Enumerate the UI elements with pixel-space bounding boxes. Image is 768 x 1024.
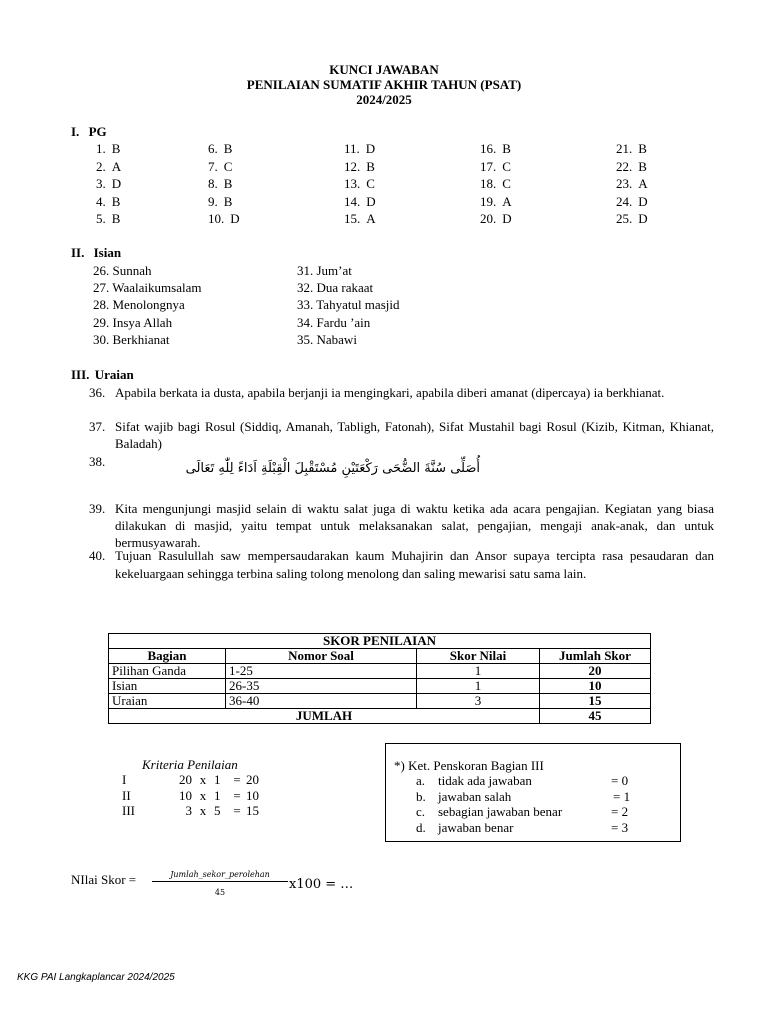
pg-answer-item (208, 193, 240, 211)
uraian-number: 37. (89, 419, 106, 434)
pg-number: 23. (616, 176, 633, 191)
ket-item (416, 773, 630, 789)
cell-skor: 1 (417, 664, 540, 679)
table-total-row (109, 709, 651, 724)
isian-item: 31. Jum’at (297, 263, 352, 278)
isian-item: 27. Waalaikumsalam (93, 280, 202, 296)
kriteria-result: 20 (246, 772, 259, 787)
cell-skor: 3 (417, 694, 540, 709)
pg-answer: B (111, 211, 121, 226)
pg-answer-item (208, 210, 240, 228)
pg-column (344, 140, 376, 228)
pg-number: 4. (96, 193, 106, 209)
uraian-item-37 (89, 418, 714, 452)
isian-right-column (297, 262, 399, 348)
isian-item: 34. Fardu ’ain (297, 314, 371, 330)
pg-number: 14. (344, 193, 361, 209)
ket-list (416, 773, 630, 835)
pg-number: 16. (480, 141, 497, 156)
cell-jumlah: 15 (540, 694, 651, 709)
cell-bagian: Isian (109, 679, 226, 694)
kriteria-a: 20 (179, 772, 192, 787)
column-header: Nomor Soal (226, 649, 417, 664)
pg-answer: B (366, 158, 375, 174)
pg-answer-item (344, 140, 376, 158)
cell-jumlah: 20 (540, 664, 651, 679)
pg-number: 21. (616, 141, 633, 156)
ket-score: = 0 (611, 773, 629, 788)
pg-column (208, 140, 240, 228)
kriteria-a: 10 (179, 787, 192, 803)
cell-jumlah: 10 (540, 679, 651, 694)
table-title: SKOR PENILAIAN (109, 634, 651, 649)
kriteria-result: 10 (246, 787, 259, 803)
ket-title: *) Ket. Penskoran Bagian III (394, 758, 544, 773)
cell-skor: 1 (417, 679, 540, 694)
uraian-number: 36. (89, 385, 106, 400)
pg-answer: D (230, 211, 240, 226)
isian-item: 28. Menolongnya (93, 297, 185, 313)
kriteria-x: x (199, 772, 207, 787)
kriteria-x: x (199, 787, 207, 803)
uraian-item-40 (89, 547, 714, 583)
column-header: Jumlah Skor (540, 649, 651, 664)
ket-score: = 3 (611, 819, 629, 835)
pg-answer: B (638, 158, 647, 174)
pg-column (96, 140, 121, 228)
pg-answer: B (111, 193, 121, 209)
uraian-item-39 (89, 500, 714, 551)
pg-answer-item (480, 193, 512, 211)
table-row (109, 679, 651, 694)
nilai-suffix: x100 = … (289, 877, 354, 892)
pg-answer: D (365, 141, 376, 156)
kriteria-eq: = (233, 787, 241, 803)
pg-answer-item (616, 140, 648, 158)
kriteria-bagian: I (122, 772, 127, 787)
pg-number: 10. (208, 211, 225, 226)
pg-answer-item (616, 158, 648, 176)
pg-number: 22. (616, 158, 633, 174)
pg-number: 5. (96, 211, 106, 226)
pg-number: 9. (208, 193, 218, 209)
pg-answer-item (96, 140, 121, 158)
isian-item: 35. Nabawi (297, 331, 357, 347)
kriteria-b: 1 (214, 772, 221, 787)
pg-number: 6. (208, 141, 218, 156)
pg-number: 15. (344, 211, 361, 226)
ket-item (416, 804, 630, 820)
table-row (109, 664, 651, 679)
table-row (109, 694, 651, 709)
nilai-denominator: 45 (214, 888, 226, 897)
section-uraian-number: III. (71, 367, 90, 382)
pg-answer: C (502, 158, 511, 174)
cell-bagian: Pilihan Ganda (109, 664, 226, 679)
pg-answer-item (96, 175, 121, 193)
pg-number: 18. (480, 176, 497, 191)
pg-answer: B (223, 193, 233, 209)
pg-answer-item (208, 175, 240, 193)
pg-answer: D (366, 193, 376, 209)
kriteria-bagian: III (122, 803, 135, 818)
ket-letter: d. (416, 819, 426, 835)
uraian-answer: Sifat wajib bagi Rosul (Siddiq, Amanah, Tabligh, Fatonah), Sifat Mustahil bagi Rosul (Kizib, Kitman, Khianat, Baladah) (115, 419, 714, 451)
pg-number: 13. (344, 176, 361, 191)
kriteria-title: Kriteria Penilaian (142, 757, 238, 772)
pg-answer-item (480, 140, 512, 158)
nilai-numerator: Jumlah_sekor_perolehan (152, 870, 288, 882)
ket-text: tidak ada jawaban (438, 773, 532, 788)
uraian-answer: Kita mengunjungi masjid selain di waktu salat juga di waktu ketika ada acara pengajian. Kegiatan yang biasa dilakukan di masjid, yaitu tempat untuk melaksanakan salat, pengajian, mengaji anak-anak, dan untuk bermusyawarah. (115, 501, 714, 550)
kriteria-eq: = (233, 803, 241, 818)
section-isian-heading (71, 245, 121, 261)
cell-nomor: 36-40 (226, 694, 417, 709)
title-line-2: PENILAIAN SUMATIF AKHIR TAHUN (PSAT) (246, 77, 522, 92)
pg-answer-item (96, 193, 121, 211)
pg-answer: A (638, 176, 648, 191)
kriteria-x: x (199, 803, 207, 818)
pg-answer: B (638, 141, 647, 156)
ket-text: jawaban benar (438, 819, 514, 835)
section-pg-number: I. (71, 124, 80, 139)
pg-answer: A (366, 211, 376, 226)
pg-answer-item (96, 210, 121, 228)
section-uraian-title: Uraian (94, 367, 134, 382)
pg-answer: B (223, 141, 233, 156)
total-label: JUMLAH (109, 709, 540, 724)
pg-number: 25. (616, 211, 633, 226)
pg-answer: B (502, 141, 511, 156)
pg-answer: C (223, 158, 233, 174)
pg-answer-item (344, 175, 376, 193)
nilai-eq: = (128, 872, 137, 887)
pg-number: 2. (96, 158, 106, 174)
ket-penskoran-box (385, 743, 681, 842)
pg-answer-item (344, 193, 376, 211)
pg-answer-item (616, 193, 648, 211)
uraian-number: 39. (89, 501, 106, 516)
nilai-formula (71, 872, 136, 888)
pg-answer: A (111, 158, 122, 174)
isian-item: 29. Insya Allah (93, 314, 173, 330)
ket-item (416, 789, 630, 805)
pg-answer: D (638, 211, 648, 226)
pg-answer-item (208, 158, 240, 176)
uraian-number: 40. (89, 548, 106, 563)
pg-answer: D (638, 193, 648, 209)
cell-nomor: 1-25 (226, 664, 417, 679)
column-header: Skor Nilai (417, 649, 540, 664)
pg-answer-item (480, 210, 512, 228)
pg-answer: B (111, 141, 121, 156)
pg-number: 20. (480, 211, 497, 226)
pg-answer-item (208, 140, 240, 158)
section-pg-heading (71, 124, 107, 140)
footer-text: KKG PAI Langkaplancar 2024/2025 (17, 972, 175, 983)
pg-number: 19. (480, 193, 497, 209)
title-line-3: 2024/2025 (356, 92, 412, 107)
cell-bagian: Uraian (109, 694, 226, 709)
ket-score: = 2 (611, 804, 629, 819)
pg-number: 17. (480, 158, 497, 174)
kriteria-row (122, 803, 259, 819)
pg-number: 7. (208, 158, 218, 174)
pg-number: 8. (208, 176, 218, 191)
pg-answer-item (344, 158, 376, 176)
isian-item: 33. Tahyatul masjid (297, 297, 400, 313)
pg-answer: D (502, 211, 512, 226)
table-header-row (109, 649, 651, 664)
uraian-answer: Tujuan Rasulullah saw mempersaudarakan kaum Muhajirin dan Ansor supaya tercipta rasa pesaudaran dan kekeluargaan sehingga terbina saling tolong menolong dan saling mewarisi satu sama lain. (115, 548, 714, 581)
title-line-1: KUNCI JAWABAN (329, 62, 439, 77)
section-isian-number: II. (71, 245, 85, 260)
isian-item: 30. Berkhianat (93, 331, 170, 347)
kriteria-row (122, 772, 259, 788)
skor-penilaian-table (108, 633, 651, 724)
kriteria-b: 5 (214, 803, 221, 818)
pg-answer-item (616, 210, 648, 228)
kriteria-a: 3 (185, 803, 192, 818)
cell-nomor: 26-35 (226, 679, 417, 694)
pg-answer: A (502, 193, 512, 209)
ket-text: sebagian jawaban benar (438, 804, 563, 819)
total-value: 45 (540, 709, 651, 724)
pg-answer: D (111, 176, 122, 191)
isian-item: 26. Sunnah (93, 263, 152, 278)
pg-answer-item (480, 175, 512, 193)
pg-answer-item (96, 158, 121, 176)
ket-letter: a. (416, 773, 426, 788)
pg-answer: C (366, 176, 375, 191)
pg-number: 12. (344, 158, 361, 174)
pg-number: 3. (96, 176, 106, 191)
ket-letter: c. (416, 804, 426, 819)
arabic-niat-text: أُصَلِّى سُنَّةَ الضُّحَى رَكْعَتَيْنِ مُسْتَقْبِلَ الْقِبْلَةِ اَدَاءً لِلّٰهِ تَعَالَى (185, 461, 480, 476)
isian-item: 32. Dua rakaat (297, 280, 374, 296)
pg-number: 24. (616, 193, 633, 209)
kriteria-row (122, 788, 259, 804)
section-uraian-heading (71, 367, 134, 383)
kriteria-result: 15 (246, 803, 259, 818)
uraian-item-36 (89, 384, 714, 401)
column-header: Bagian (109, 649, 226, 664)
pg-answer-item (480, 158, 512, 176)
pg-column (616, 140, 648, 228)
ket-item (416, 820, 630, 836)
kriteria-rows (122, 772, 259, 819)
pg-number: 1. (96, 141, 106, 156)
ket-text: jawaban salah (438, 788, 512, 804)
uraian-number: 38. (89, 454, 106, 469)
ket-letter: b. (416, 788, 426, 804)
section-isian-title: Isian (93, 245, 122, 260)
uraian-answer: Apabila berkata ia dusta, apabila berjanji ia mengingkari, apabila diberi amanat (dipercaya) ia berkhianat. (115, 385, 665, 400)
isian-left-column (93, 262, 201, 348)
pg-answer-item (344, 210, 376, 228)
nilai-label: NIlai Skor (71, 872, 126, 887)
ket-score: = 1 (613, 788, 631, 804)
pg-number: 11. (344, 141, 360, 156)
pg-column (480, 140, 512, 228)
pg-answer: C (502, 176, 511, 191)
kriteria-bagian: II (122, 787, 131, 803)
kriteria-b: 1 (214, 787, 221, 803)
pg-answer: B (223, 176, 233, 191)
section-pg-title: PG (88, 124, 107, 139)
pg-answer-item (616, 175, 648, 193)
kriteria-eq: = (233, 772, 241, 787)
